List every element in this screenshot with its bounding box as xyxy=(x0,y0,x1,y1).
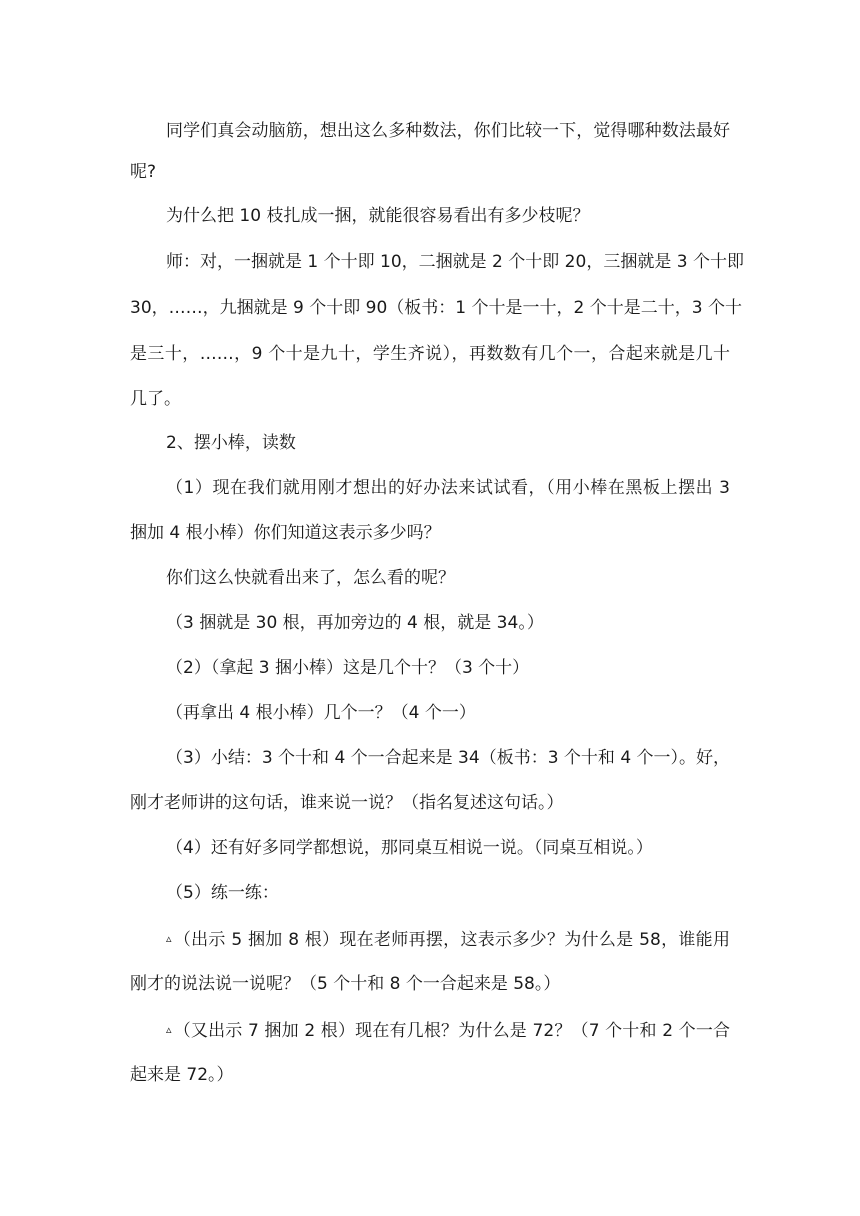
paragraph-line: （5）练一练： xyxy=(166,883,279,903)
paragraph-line: 同学们真会动脑筋，想出这么多种数法，你们比较一下，觉得哪种数法最好 xyxy=(166,121,730,141)
paragraph-line: （3）小结：3 个十和 4 个一合起来是 34（板书：3 个十和 4 个一）。好， xyxy=(166,748,731,768)
paragraph-line: 是三十，……，9 个十是九十，学生齐说），再数数有几个一，合起来就是几十 xyxy=(130,344,730,364)
exercise-text: （又出示 7 捆加 2 根）现在有几根？为什么是 72？（7 个十和 2 个一合 xyxy=(173,1021,730,1041)
paragraph-line: 你们这么快就看出来了，怎么看的呢？ xyxy=(166,568,455,588)
exercise-line xyxy=(130,924,730,954)
paragraph-line: 起来是 72。） xyxy=(130,1065,234,1085)
paragraph-line: 刚才的说法说一说呢？（5 个十和 8 个一合起来是 58。） xyxy=(130,974,561,994)
exercise-text: （出示 5 捆加 8 根）现在老师再摆，这表示多少？为什么是 58，谁能用 xyxy=(173,930,730,950)
paragraph-line: （1）现在我们就用刚才想出的好办法来试试看，（用小棒在黑板上摆出 3 xyxy=(166,478,730,498)
exercise-line xyxy=(130,1015,730,1045)
paragraph-line: 30，……，九捆就是 9 个十即 90（板书：1 个十是一十，2 个十是二十，3 个十 xyxy=(130,298,742,318)
paragraph-line: 几了。 xyxy=(130,389,181,409)
paragraph-line: 为什么把 10 枝扎成一捆，就能很容易看出有多少枝呢？ xyxy=(166,206,590,226)
paragraph-line: （再拿出 4 根小棒）几个一？（4 个一） xyxy=(166,703,476,723)
paragraph-line: 刚才老师讲的这句话，谁来说一说？（指名复述这句话。） xyxy=(130,793,564,813)
paragraph-line: （2）（拿起 3 捆小棒）这是几个十？（3 个十） xyxy=(166,658,530,678)
section-heading: 2、摆小棒，读数 xyxy=(166,433,296,453)
paragraph-line: 呢? xyxy=(130,162,157,182)
triangle-bullet-icon: ▵ xyxy=(166,1023,172,1036)
paragraph-line: （4）还有好多同学都想说，那同桌互相说一说。（同桌互相说。） xyxy=(166,838,653,858)
paragraph-line: 捆加 4 根小棒）你们知道这表示多少吗？ xyxy=(130,523,441,543)
paragraph-line: （3 捆就是 30 根，再加旁边的 4 根，就是 34。） xyxy=(166,613,544,633)
paragraph-line: 师：对，一捆就是 1 个十即 10，二捆就是 2 个十即 20，三捆就是 3 个十即 xyxy=(166,252,744,272)
triangle-bullet-icon: ▵ xyxy=(166,932,172,945)
